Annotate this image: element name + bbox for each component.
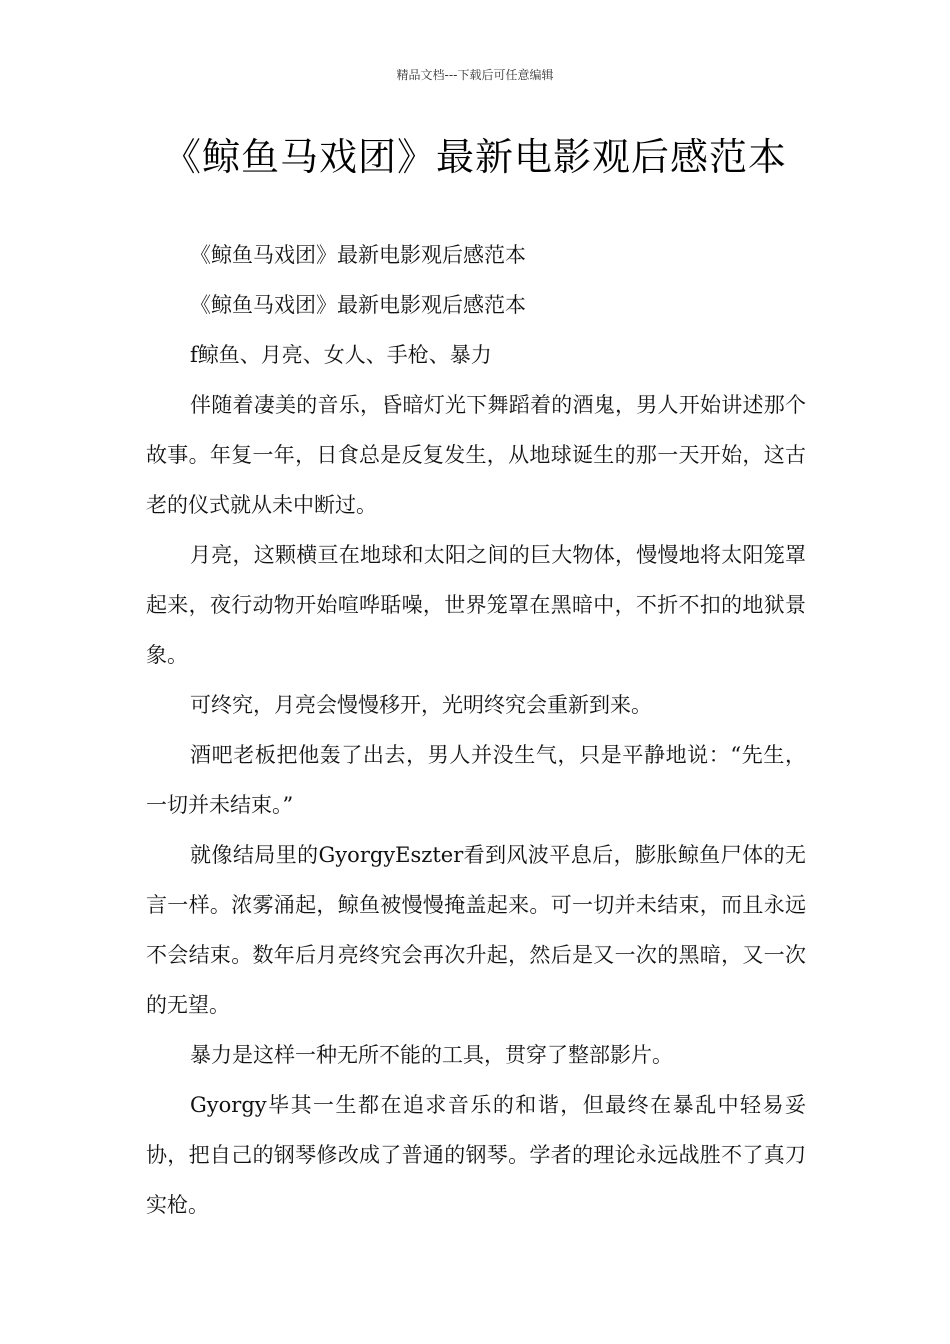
paragraph: f鲸鱼、月亮、女人、手枪、暴力	[190, 343, 492, 367]
paragraph: 暴力是这样一种无所不能的工具，贯穿了整部影片。	[190, 1043, 673, 1067]
document-body	[146, 230, 806, 1230]
paragraph: 伴随着凄美的音乐，昏暗灯光下舞蹈着的酒鬼，男人开始讲述那个故事。年复一年，日食总是反复发生，从地球诞生的那一天开始，这古老的仪式就从未中断过。	[146, 393, 806, 517]
paragraph: 可终究，月亮会慢慢移开，光明终究会重新到来。	[190, 693, 652, 717]
paragraph: 月亮，这颗横亘在地球和太阳之间的巨大物体，慢慢地将太阳笼罩起来，夜行动物开始喧哗聒噪，世界笼罩在黑暗中，不折不扣的地狱景象。	[146, 543, 806, 667]
paragraph: Gyorgy毕其一生都在追求音乐的和谐，但最终在暴乱中轻易妥协，把自己的钢琴修改成了普通的钢琴。学者的理论永远战胜不了真刀实枪。	[146, 1093, 806, 1217]
document-title: 《鲸鱼马戏团》最新电影观后感范本	[162, 135, 787, 179]
paragraph: 《鲸鱼马戏团》最新电影观后感范本	[190, 243, 526, 267]
paragraph: 酒吧老板把他轰了出去，男人并没生气，只是平静地说：“先生，一切并未结束。”	[146, 743, 806, 817]
paragraph: 就像结局里的GyorgyEszter看到风波平息后，膨胀鲸鱼尸体的无言一样。浓雾涌起，鲸鱼被慢慢掩盖起来。可一切并未结束，而且永远不会结束。数年后月亮终究会再次升起，然后是又一次的黑暗，又一次的无望。	[146, 843, 806, 1017]
page-header-note: 精品文档---下载后可任意编辑	[396, 68, 554, 82]
paragraph: 《鲸鱼马戏团》最新电影观后感范本	[190, 293, 526, 317]
